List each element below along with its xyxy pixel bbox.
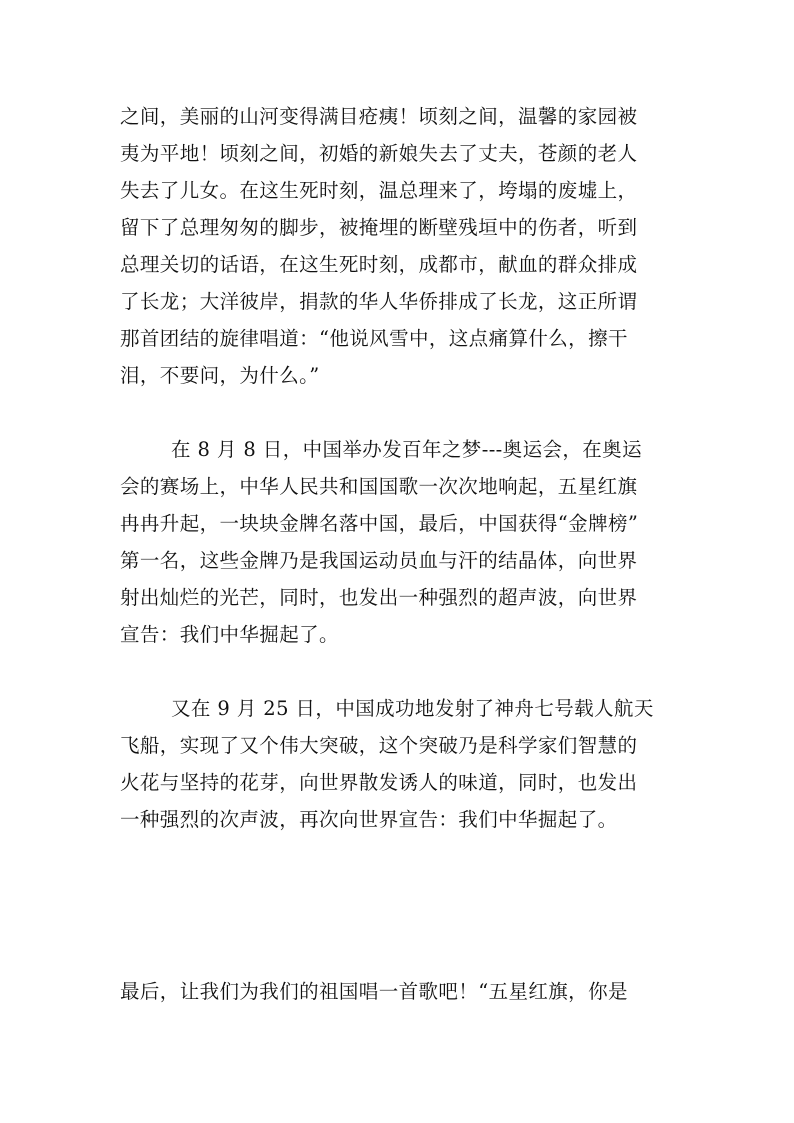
text-line: 一种强烈的次声波，再次向世界宣告：我们中华掘起了。 — [120, 808, 618, 831]
text-line: 冉冉升起，一块块金牌名落中国，最后，中国获得“金牌榜” — [120, 512, 639, 535]
text-line: 最后，让我们为我们的祖国唱一首歌吧！“五星红旗，你是 — [120, 980, 628, 1003]
text-line: 了长龙；大洋彼岸，捐款的华人华侨排成了长龙，这正所谓 — [120, 290, 638, 313]
text-line: 总理关切的话语，在这生死时刻，成都市，献血的群众排成 — [120, 253, 638, 276]
paragraph-first-line: 又在 9 月 25 日，中国成功地发射了神舟七号载人航天 — [171, 697, 654, 720]
text-line: 那首团结的旋律唱道：“他说风雪中，这点痛算什么，擦干 — [120, 327, 628, 350]
text-line: 之间，美丽的山河变得满目疮痍！顷刻之间，温馨的家园被 — [120, 105, 638, 128]
text-line: 射出灿烂的光芒，同时，也发出一种强烈的超声波，向世界 — [120, 586, 638, 609]
paragraph-first-line: 在 8 月 8 日，中国举办发百年之梦---奥运会，在奥运 — [171, 438, 642, 461]
text-line: 留下了总理匆匆的脚步，被掩埋的断壁残垣中的伤者，听到 — [120, 216, 638, 239]
text-line: 第一名，这些金牌乃是我国运动员血与汗的结晶体，向世界 — [120, 549, 638, 572]
text-line: 飞船，实现了又个伟大突破，这个突破乃是科学家们智慧的 — [120, 734, 638, 757]
text-line: 宣告：我们中华掘起了。 — [120, 623, 339, 646]
text-line: 火花与坚持的花芽，向世界散发诱人的味道，同时，也发出 — [120, 771, 638, 794]
text-line: 会的赛场上，中华人民共和国国歌一次次地响起，五星红旗 — [120, 475, 638, 498]
text-line: 夷为平地！顷刻之间，初婚的新娘失去了丈夫，苍颜的老人 — [120, 142, 638, 165]
text-line: 泪，不要问，为什么。” — [120, 364, 320, 387]
text-line: 失去了儿女。在这生死时刻，温总理来了，垮塌的废墟上， — [120, 179, 638, 202]
